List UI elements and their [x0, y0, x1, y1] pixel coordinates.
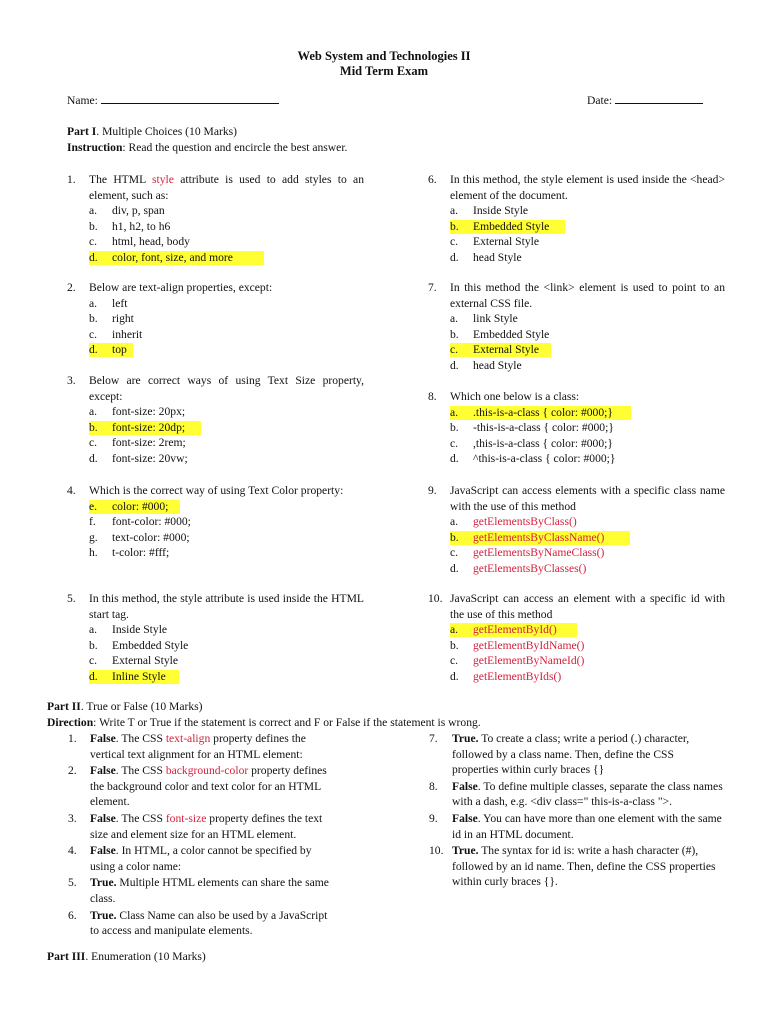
question-number: 8. [428, 390, 437, 403]
option-c[interactable]: c. getElementByNameId() [450, 654, 585, 668]
question-2 [67, 280, 364, 358]
option-d[interactable]: d. head Style [450, 250, 522, 264]
style-keyword: style [152, 173, 174, 186]
option-g[interactable]: g. text-color: #000; [89, 530, 190, 544]
option-b[interactable]: b. h1, h2, to h6 [89, 219, 171, 233]
question-number: 5. [67, 592, 76, 605]
option-c[interactable]: c. ,this-is-a-class { color: #000;} [450, 436, 613, 450]
part1-label-rest: . Multiple Choices (10 Marks) [96, 125, 238, 138]
option-c[interactable]: c. inherit [89, 327, 143, 341]
direction-label: Direction [47, 716, 94, 729]
tf-item-4: 4. False. In HTML, a color cannot be specified by using a color name: [68, 844, 312, 873]
question-number: 10. [428, 592, 443, 605]
option-e-answer[interactable]: e. color: #000; [89, 499, 364, 515]
tf-answer: True. [90, 908, 117, 922]
option-d[interactable]: d. head Style [450, 358, 522, 372]
option-b[interactable]: b. Embedded Style [89, 638, 189, 652]
tf-item-7: 7. True. To create a class; write a period (.) character, followed by a class name. Then, define the CSS properties within curly braces {} [429, 732, 690, 777]
question-stem: The HTML style attribute is used to add styles to an element, such as: [89, 173, 364, 202]
tf-answer: False [90, 844, 116, 858]
option-a[interactable]: a. link Style [450, 312, 518, 326]
question-number: 7. [428, 281, 437, 294]
tf-answer: False [90, 732, 116, 745]
exam-subtitle: Mid Term Exam [339, 64, 429, 78]
option-f[interactable]: f. font-color: #000; [89, 515, 191, 529]
question-number: 9. [428, 484, 437, 497]
instruction-text: : Read the question and encircle the best answer. [122, 141, 348, 154]
name-field [67, 93, 279, 107]
option-d-answer[interactable]: d. color, font, size, and more [89, 250, 364, 266]
tf-item-2: 2. False. The CSS background-color property defines the background color and text color for an HTML element. [68, 764, 327, 809]
date-label: Date: [587, 94, 613, 107]
question-stem: In this method, the style attribute is used inside the HTML start tag. [89, 592, 364, 621]
question-number: 3. [67, 374, 76, 387]
part2-label: Part II [47, 700, 81, 713]
option-a[interactable]: a. font-size: 20px; [89, 405, 186, 419]
question-5 [67, 591, 364, 685]
question-3 [67, 373, 364, 467]
option-a-answer[interactable]: a. .this-is-a-class { color: #000;} [450, 405, 725, 421]
css-property: text-align [165, 732, 211, 745]
question-9 [428, 483, 725, 577]
option-b[interactable]: b. getElementByIdName() [450, 638, 585, 652]
option-c[interactable]: c. External Style [450, 235, 540, 249]
question-number: 4. [67, 484, 76, 497]
option-d[interactable]: d. ^this-is-a-class { color: #000;} [450, 452, 616, 466]
question-number: 1. [67, 173, 76, 186]
part1-label: Part I [67, 125, 97, 138]
question-10 [428, 591, 725, 685]
question-stem: Which is the correct way of using Text Color property: [89, 484, 344, 497]
tf-answer: False [90, 764, 116, 778]
question-6 [428, 172, 725, 266]
question-stem: JavaScript can access elements with a specific class name with the use of this method [450, 484, 725, 513]
option-d-answer[interactable]: d. top [89, 342, 364, 358]
option-c[interactable]: c. getElementsByNameClass() [450, 546, 605, 560]
question-stem: Below are correct ways of using Text Size property, except: [89, 374, 364, 403]
option-a[interactable]: a. Inside Style [450, 204, 529, 218]
direction-text: : Write T or True if the statement is correct and F or False if the statement is wrong. [93, 716, 481, 729]
tf-answer: True. [90, 876, 117, 890]
option-a[interactable]: a. Inside Style [89, 623, 168, 637]
tf-answer: True. [452, 844, 479, 858]
question-stem: In this method, the style element is used inside the <head> element of the document. [450, 173, 725, 202]
question-1 [67, 172, 364, 266]
part3-label: Part III [47, 950, 86, 963]
question-stem: In this method the <link> element is used to point to an external CSS file. [450, 281, 725, 310]
option-a[interactable]: a. getElementsByClass() [450, 515, 577, 529]
css-property: background-color [165, 764, 249, 778]
option-a-answer[interactable]: a. getElementById() [450, 622, 725, 638]
part1-instruction [67, 141, 347, 154]
part3-label-rest: . Enumeration (10 Marks) [85, 950, 206, 963]
option-b-answer[interactable]: b. font-size: 20dp; [89, 420, 364, 436]
part3-heading [47, 950, 206, 963]
tf-item-8: 8. False. To define multiple classes, separate the class names with a dash, e.g. <div class=" this-is-a-class ">. [429, 779, 723, 809]
question-number: 2. [67, 281, 76, 294]
option-d[interactable]: d. font-size: 20vw; [89, 451, 188, 465]
instruction-label: Instruction [67, 141, 123, 154]
css-property: font-size [165, 811, 207, 825]
part2-heading [47, 700, 203, 713]
name-label: Name: [67, 94, 98, 107]
name-blank-line [101, 93, 279, 104]
option-d[interactable]: d. getElementByIds() [450, 669, 562, 683]
question-7 [428, 280, 725, 374]
option-d-answer[interactable]: d. Inline Style [89, 669, 364, 685]
option-a[interactable]: a. left [89, 296, 128, 310]
question-number: 6. [428, 173, 437, 186]
part1-heading [67, 125, 237, 138]
question-stem: Below are text-align properties, except: [89, 281, 273, 294]
question-stem: JavaScript can access an element with a specific id with the use of this method [450, 592, 725, 621]
option-b[interactable]: b. right [89, 312, 134, 326]
option-c-answer[interactable]: c. External Style [450, 342, 725, 358]
option-c[interactable]: c. html, head, body [89, 235, 190, 249]
tf-left-column [68, 731, 336, 940]
tf-answer: False [452, 779, 478, 793]
tf-item-6: 6. True. Class Name can also be used by a JavaScript to access and manipulate elements. [68, 908, 328, 938]
question-4 [67, 483, 364, 561]
option-b[interactable]: b. -this-is-a-class { color: #000;} [450, 421, 614, 435]
date-blank-line [615, 93, 703, 104]
tf-item-1: 1. False. The CSS text-align property defines the vertical text alignment for an HTML element: [68, 732, 306, 761]
date-field [587, 93, 703, 107]
part2-direction [47, 716, 481, 729]
tf-answer: False [452, 811, 478, 825]
tf-item-5: 5. True. Multiple HTML elements can share the same class. [68, 876, 329, 905]
option-b-answer[interactable]: b. Embedded Style [450, 219, 725, 235]
option-a[interactable]: a. div, p, span [89, 204, 165, 218]
option-c[interactable]: c. External Style [89, 654, 179, 668]
option-h[interactable]: h. t-color: #fff; [89, 546, 170, 560]
tf-right-column [429, 731, 723, 891]
tf-answer: False [90, 811, 116, 825]
option-b[interactable]: b. Embedded Style [450, 327, 550, 341]
tf-item-10: 10. True. The syntax for id is: write a hash character (#), followed by an id name. Then, define the CSS properties within curly braces {}. [429, 844, 716, 889]
question-8 [428, 389, 725, 467]
tf-answer: True. [452, 732, 479, 745]
option-c[interactable]: c. font-size: 2rem; [89, 436, 186, 450]
tf-item-9: 9. False. You can have more than one element with the same id in an HTML document. [429, 811, 722, 841]
option-d[interactable]: d. getElementsByClasses() [450, 561, 587, 575]
tf-item-3: 3. False. The CSS font-size property defines the text size and element size for an HTML element. [68, 811, 323, 841]
part2-label-rest: . True or False (10 Marks) [80, 700, 203, 713]
option-b-answer[interactable]: b. getElementsByClassName() [450, 530, 725, 546]
exam-title: Web System and Technologies II [297, 49, 471, 63]
question-stem: Which one below is a class: [450, 390, 580, 403]
